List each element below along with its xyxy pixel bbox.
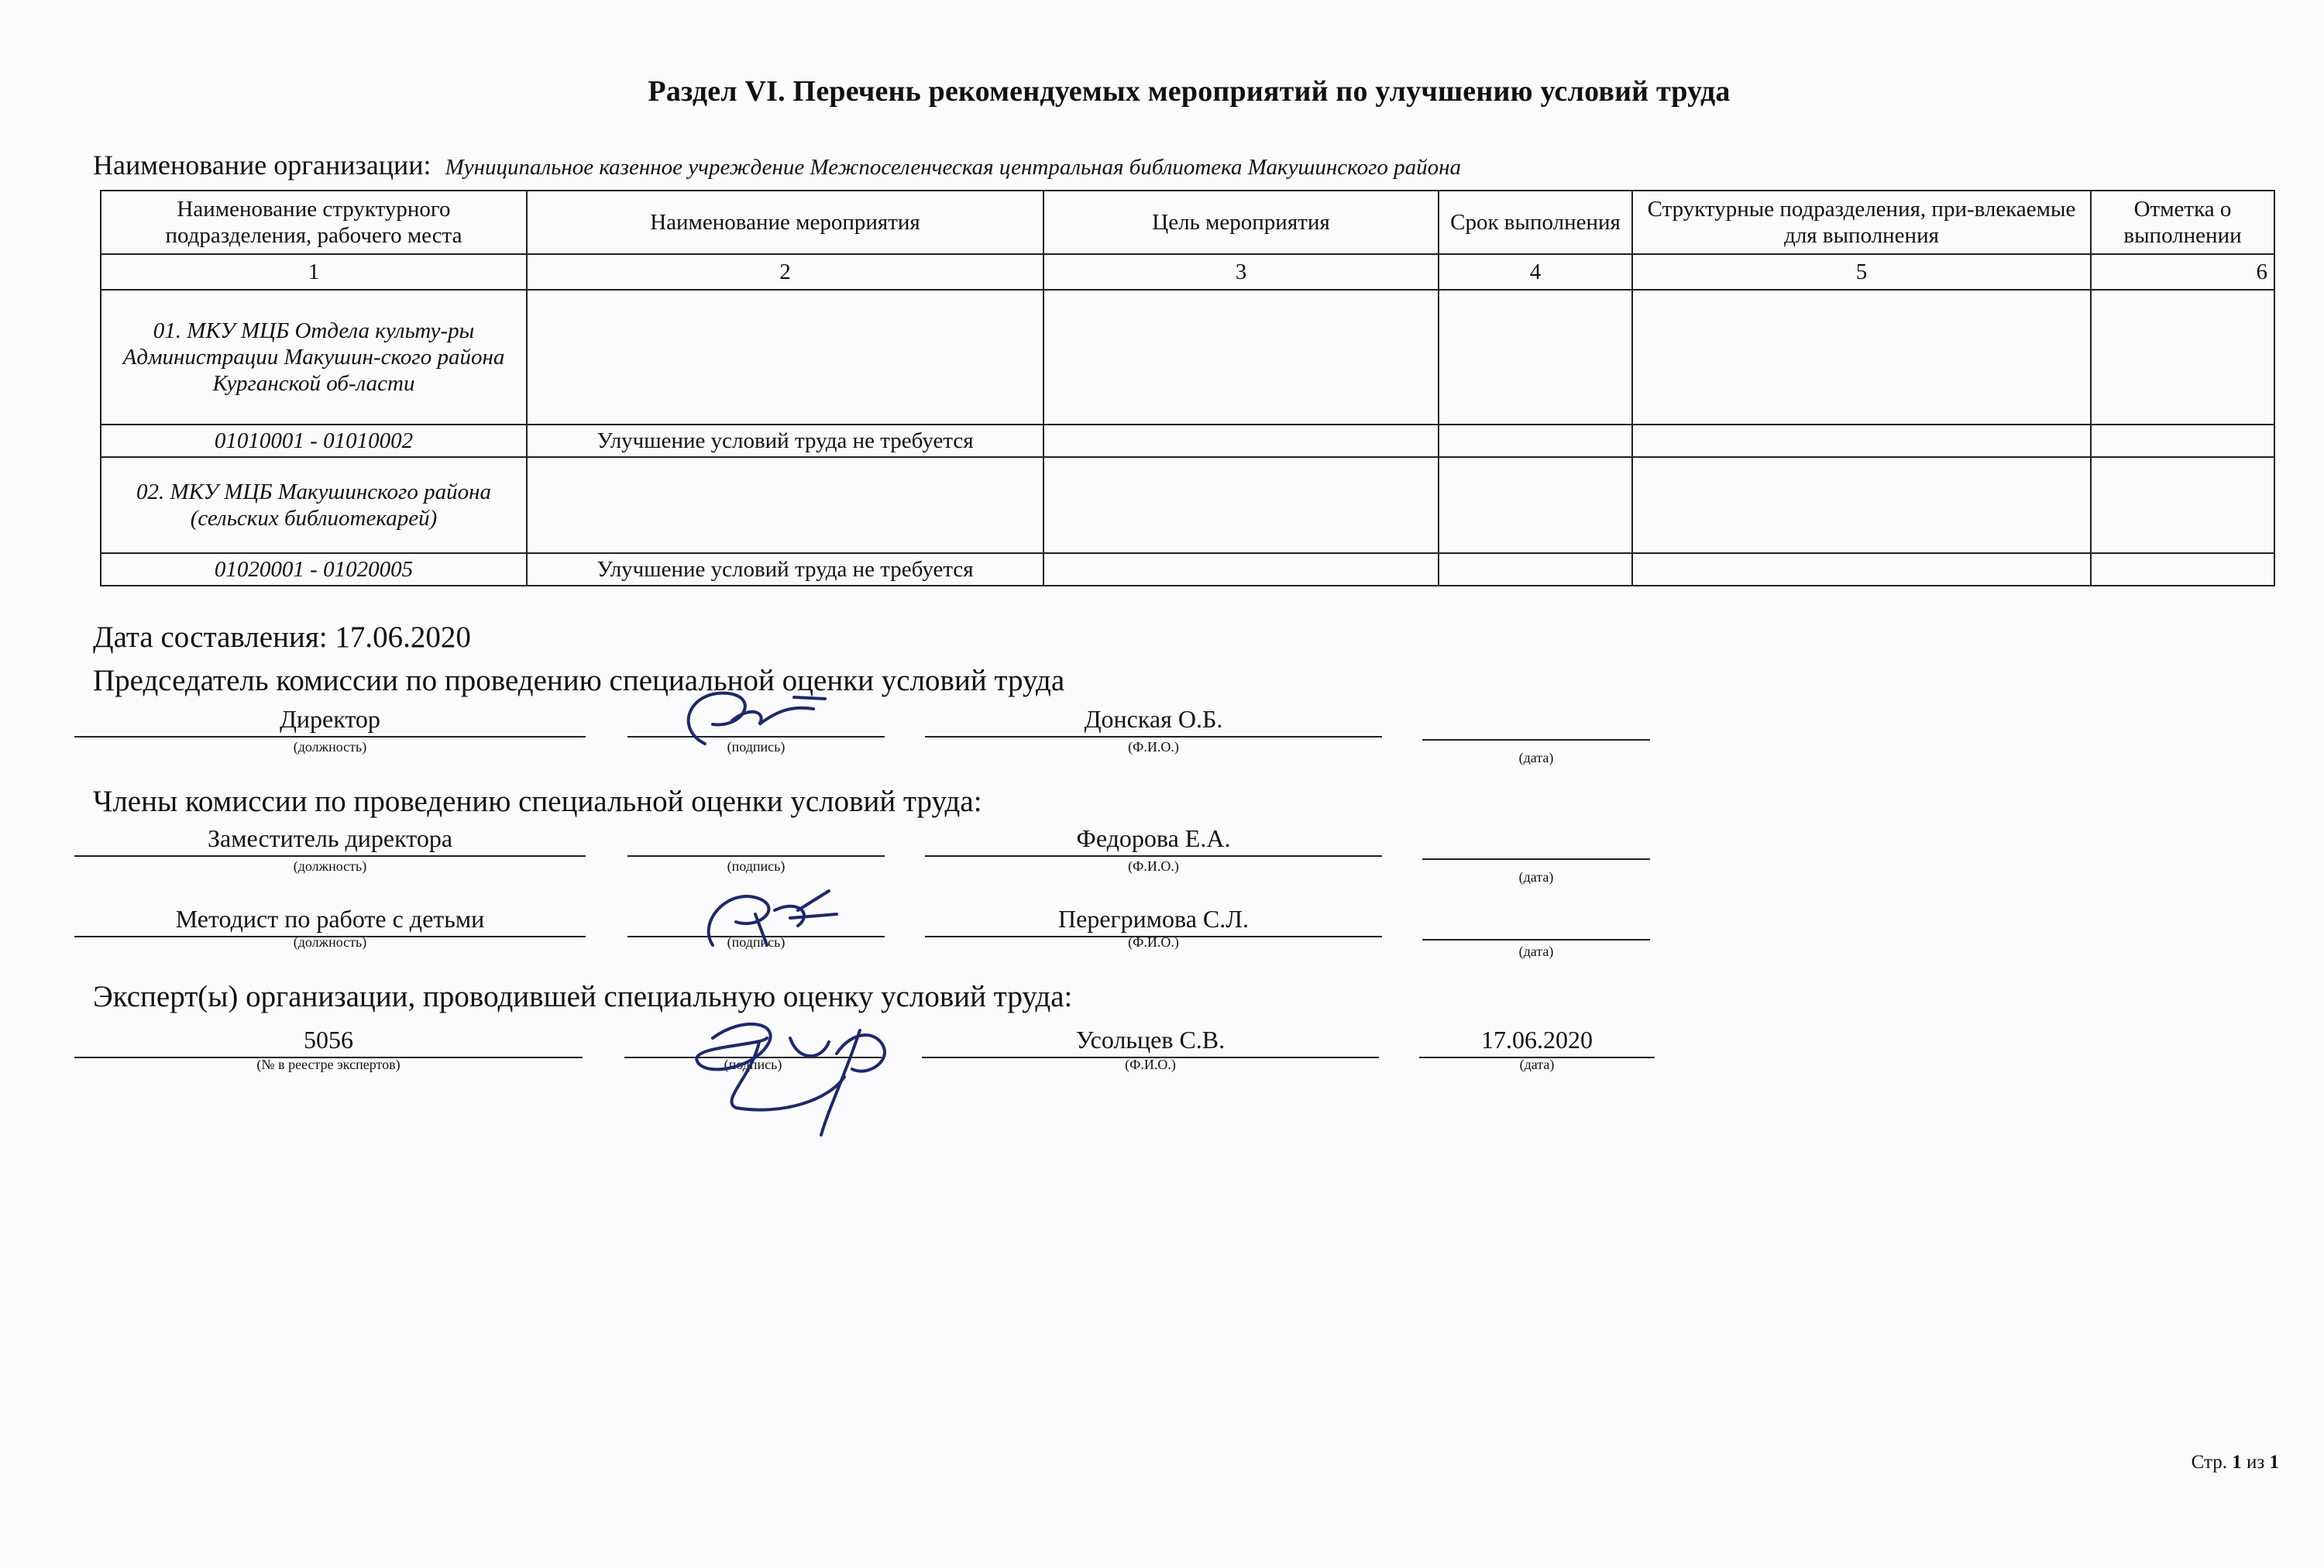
expert-signature-row <box>0 1024 2324 1078</box>
organization-label: Наименование организации: <box>93 150 431 181</box>
signature-caption: (подпись) <box>727 934 786 950</box>
empty-cell <box>527 290 1043 425</box>
organization-row <box>93 149 1461 181</box>
fio-caption: (Ф.И.О.) <box>1128 858 1179 874</box>
table-row <box>101 553 2274 586</box>
measure-name: Улучшение условий труда не требуется <box>527 425 1043 457</box>
fio-caption: (Ф.И.О.) <box>1125 1057 1176 1072</box>
workplace-code-range: 01010001 - 01010002 <box>101 425 527 457</box>
signature-caption: (подпись) <box>727 858 786 874</box>
empty-cell <box>1043 425 1439 457</box>
empty-cell <box>1632 457 2091 553</box>
empty-cell <box>2091 553 2274 586</box>
member-date <box>1422 826 1650 860</box>
measures-table <box>100 190 2275 586</box>
fio-caption: (Ф.И.О.) <box>1128 739 1179 755</box>
member-signature-row <box>0 823 2324 885</box>
workplace-code-range: 01020001 - 01020005 <box>101 553 527 586</box>
page-of: из <box>2246 1452 2265 1473</box>
expert-heading: Эксперт(ы) организации, проводившей специальную оценку условий труда: <box>93 980 1073 1013</box>
empty-cell <box>1043 457 1439 553</box>
empty-cell <box>2091 457 2274 553</box>
date-caption: (дата) <box>1518 750 1554 765</box>
header-unit: Наименование структурного подразделения, рабочего места <box>101 191 527 254</box>
empty-cell <box>1632 290 2091 425</box>
member-signature-line <box>627 823 885 857</box>
empty-cell <box>1043 553 1439 586</box>
empty-cell <box>1632 553 2091 586</box>
position-caption: (должность) <box>293 739 367 755</box>
page-number <box>2192 1452 2279 1473</box>
expert-date: 17.06.2020 <box>1419 1024 1655 1058</box>
chair-signature-row <box>0 703 2324 765</box>
empty-cell <box>1439 425 1632 457</box>
header-measure: Наименование мероприятия <box>527 191 1043 254</box>
organization-name: Муниципальное казенное учреждение Межпоселенческая центральная библиотека Макушинского района <box>445 155 1462 180</box>
column-number: 2 <box>527 254 1043 290</box>
chair-fio: Донская О.Б. <box>925 703 1382 738</box>
date-caption: (дата) <box>1518 944 1554 959</box>
page-prefix: Стр. <box>2191 1452 2227 1473</box>
position-caption: (должность) <box>293 934 367 950</box>
chair-heading: Председатель комиссии по проведению специальной оценки условий труда <box>93 664 1065 697</box>
column-number: 1 <box>101 254 527 290</box>
header-completion-mark: Отметка о выполнении <box>2091 191 2274 254</box>
column-number: 3 <box>1043 254 1439 290</box>
document-title: Раздел VI. Перечень рекомендуемых мероприятий по улучшению условий труда <box>648 75 1731 108</box>
member-position: Заместитель директора <box>74 823 586 857</box>
table-row <box>101 290 2274 425</box>
registry-caption: (№ в реестре экспертов) <box>256 1057 401 1072</box>
members-heading: Члены комиссии по проведению специальной оценки условий труда: <box>93 785 982 818</box>
member-date <box>1422 906 1650 940</box>
chair-date <box>1422 707 1650 741</box>
header-departments: Структурные подразделения, при-влекаемые для выполнения <box>1632 191 2091 254</box>
column-number: 6 <box>2091 254 2274 290</box>
signature-caption: (подпись) <box>727 739 786 755</box>
table-row <box>101 457 2274 553</box>
compilation-date: Дата составления: 17.06.2020 <box>93 621 471 654</box>
member-fio: Перегримова С.Л. <box>925 903 1382 937</box>
column-number: 5 <box>1632 254 2091 290</box>
page-current: 1 <box>2232 1452 2242 1473</box>
page-total: 1 <box>2269 1452 2279 1473</box>
empty-cell <box>1439 553 1632 586</box>
empty-cell <box>2091 290 2274 425</box>
column-number-row <box>101 254 2274 290</box>
date-caption: (дата) <box>1518 869 1554 885</box>
unit-name: 02. МКУ МЦБ Макушинского района (сельских библиотекарей) <box>101 457 527 553</box>
empty-cell <box>1043 290 1439 425</box>
table-header-row <box>101 191 2274 254</box>
header-deadline: Срок выполнения <box>1439 191 1632 254</box>
date-caption: (дата) <box>1519 1057 1555 1072</box>
chair-handwritten-signature <box>658 682 844 751</box>
fio-caption: (Ф.И.О.) <box>1128 934 1179 950</box>
expert-handwritten-signature <box>674 1007 930 1139</box>
signature-caption: (подпись) <box>724 1057 782 1072</box>
empty-cell <box>1632 425 2091 457</box>
table-row <box>101 425 2274 457</box>
column-number: 4 <box>1439 254 1632 290</box>
empty-cell <box>1439 457 1632 553</box>
member-signature-row <box>0 903 2324 958</box>
expert-fio: Усольцев С.В. <box>922 1024 1379 1058</box>
measure-name: Улучшение условий труда не требуется <box>527 553 1043 586</box>
member-position: Методист по работе с детьми <box>74 903 586 937</box>
header-goal: Цель мероприятия <box>1043 191 1439 254</box>
member-fio: Федорова Е.А. <box>925 823 1382 857</box>
chair-position: Директор <box>74 703 586 738</box>
empty-cell <box>2091 425 2274 457</box>
member-handwritten-signature <box>682 883 868 953</box>
empty-cell <box>1439 290 1632 425</box>
empty-cell <box>527 457 1043 553</box>
unit-name: 01. МКУ МЦБ Отдела культу-ры Администрации Макушин-ского района Курганской об-ласти <box>101 290 527 425</box>
expert-registry-number: 5056 <box>74 1024 583 1058</box>
position-caption: (должность) <box>293 858 367 874</box>
